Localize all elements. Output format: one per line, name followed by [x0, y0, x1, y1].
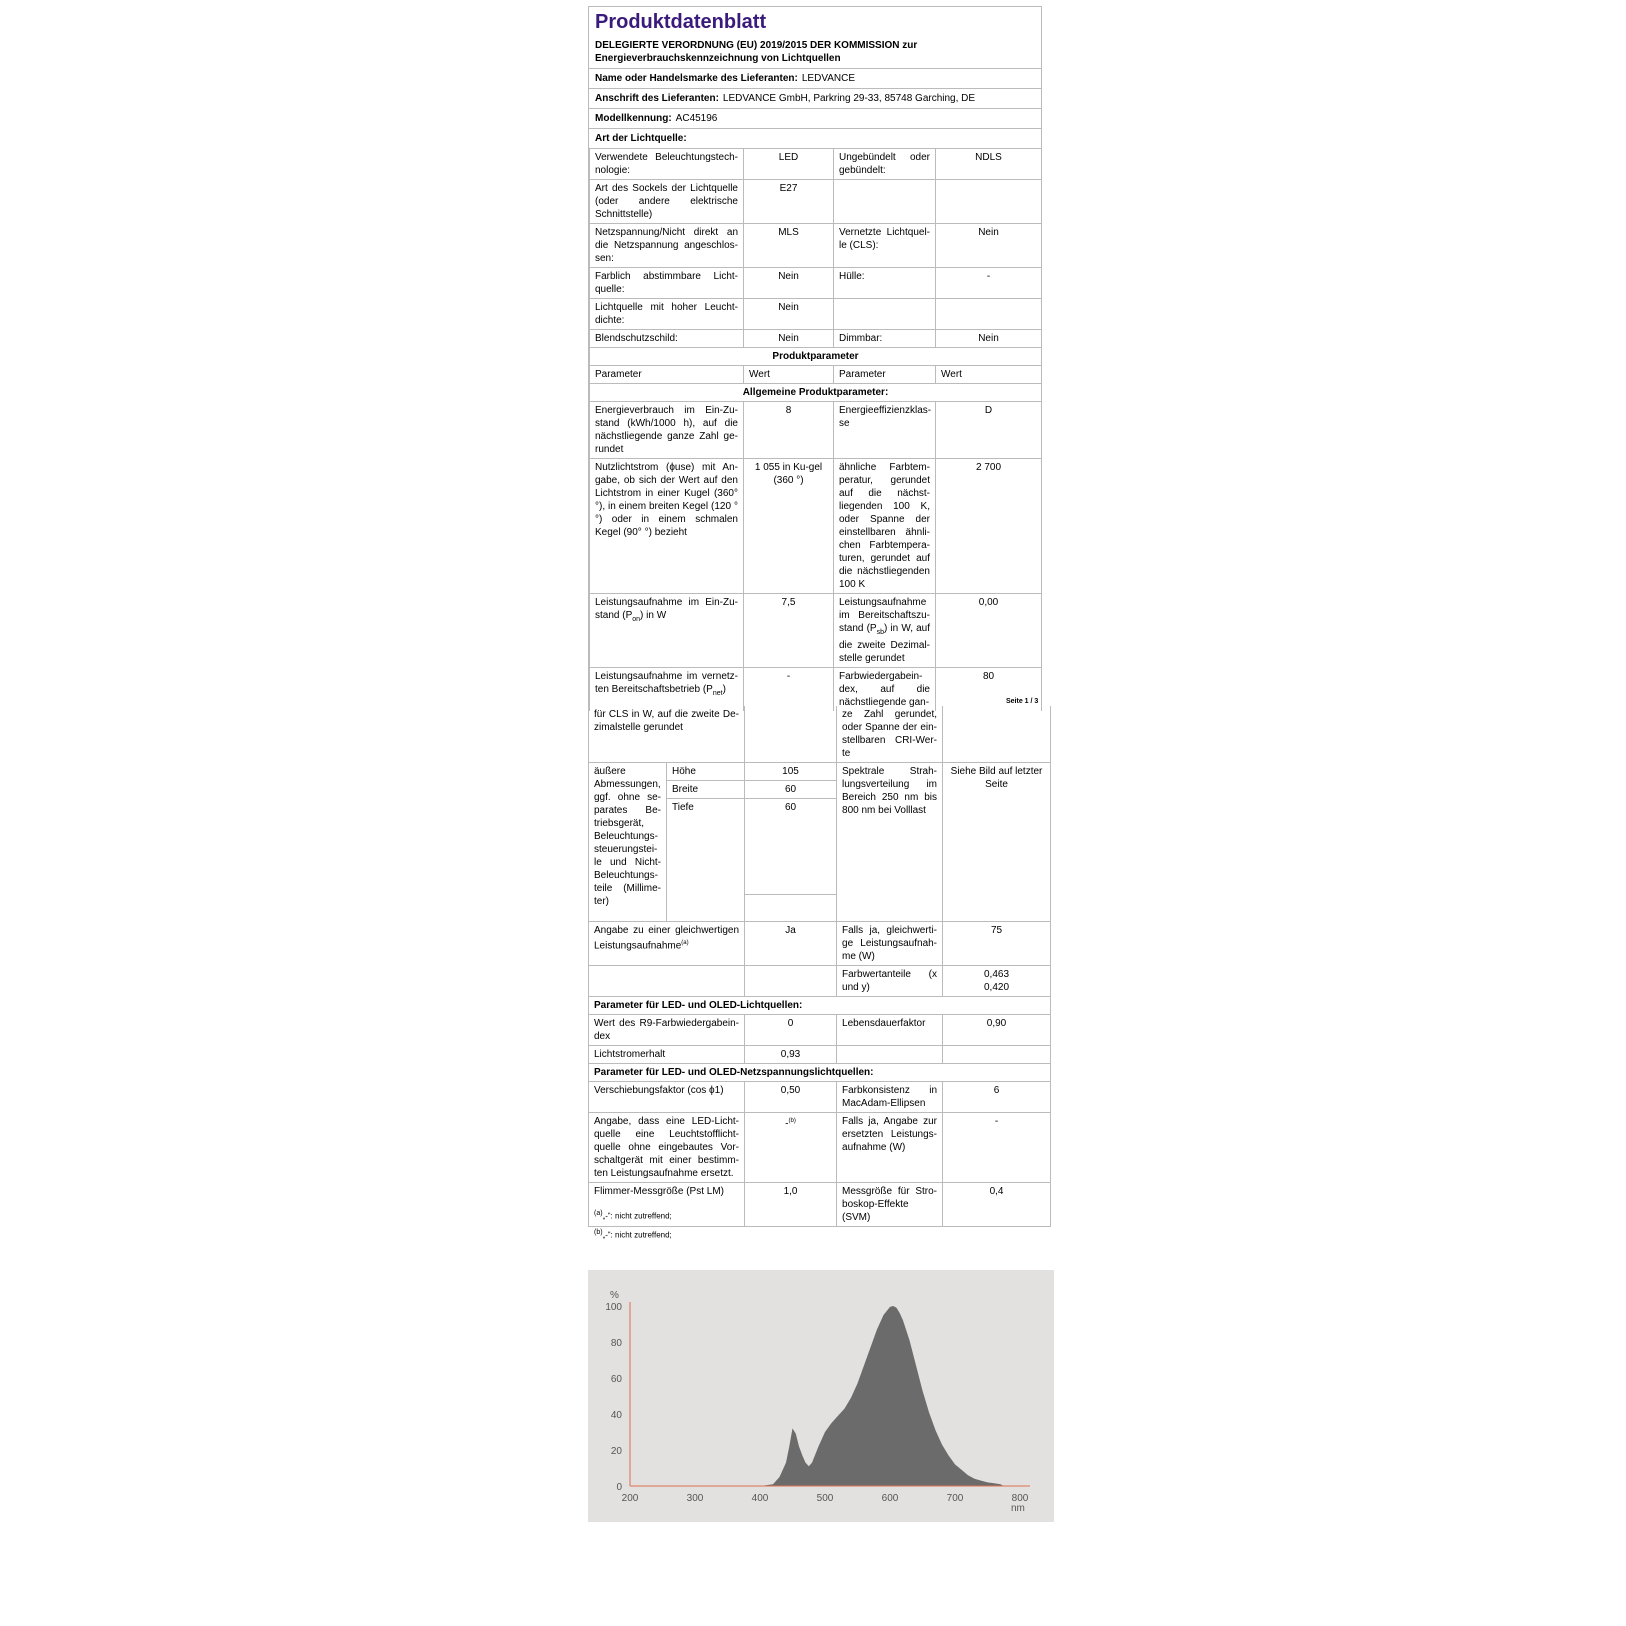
param-value: -$^{(b)}$ — [745, 1113, 837, 1183]
param-value: - — [943, 1113, 1051, 1183]
supplier-value: LEDVANCE — [801, 73, 856, 84]
address-label: Anschrift des Lieferanten: — [595, 93, 719, 104]
param-label: Leistungsaufnahme im Ein-Zu-stand $(P_{on})$ in W — [590, 594, 744, 668]
table-row — [590, 180, 1042, 224]
col-header-param: Parameter — [834, 366, 936, 384]
param-value: Nein — [744, 268, 834, 299]
param-value: 0,93 — [745, 1046, 837, 1064]
param-label: Angabe, dass eine LED-Licht-quelle eine Leuchtstofflicht-quelle ohne eingebautes Vor-schaltgerät mit einer bestimm-ten Leistungsaufnahme ersetzt. — [589, 1113, 745, 1183]
address-row — [589, 88, 1041, 108]
param-value: 6 — [943, 1082, 1051, 1113]
page-number: Seite 1 / 3 — [1006, 698, 1039, 705]
column-header-row — [590, 366, 1042, 384]
section-title: Produktparameter — [590, 348, 1042, 366]
table-row — [589, 1113, 1051, 1183]
col-header-value: Wert — [744, 366, 834, 384]
param-label: Wert des R9-Farbwiedergabein-dex — [589, 1015, 745, 1046]
param-label: Lebensdauerfaktor — [837, 1015, 943, 1046]
param-label: Ungebündelt oder gebündelt: — [834, 149, 936, 180]
param-value: E27 — [744, 180, 834, 224]
model-row — [589, 108, 1041, 128]
y-axis-label: % — [610, 1290, 619, 1301]
spectral-value: Siehe Bild auf letzter Seite — [943, 763, 1051, 922]
param-value: 0,90 — [943, 1015, 1051, 1046]
param-label: Lichtquelle mit hoher Leucht-dichte: — [590, 299, 744, 330]
param-label: Falls ja, gleichwerti-ge Leistungsaufnah-me (W) — [837, 922, 943, 966]
regulation-text: DELEGIERTE VERORDNUNG (EU) 2019/2015 DER KOMMISSION zur Energieverbrauchskennzeichnung von Lichtquellen — [595, 40, 918, 64]
param-value: 0,00 — [936, 594, 1042, 668]
param-label: Farbkonsistenz in MacAdam-Ellipsen — [837, 1082, 943, 1113]
param-label: Falls ja, Angabe zur ersetzten Leistungs-aufnahme (W) — [837, 1113, 943, 1183]
param-label: Farblich abstimmbare Licht-quelle: — [590, 268, 744, 299]
param-value: Nein — [936, 330, 1042, 348]
param-label: Lichtstromerhalt — [589, 1046, 745, 1064]
param-label: Blendschutzschild: — [590, 330, 744, 348]
param-value: 1,0 — [745, 1183, 837, 1227]
param-value: Ja — [745, 922, 837, 966]
param-value: MLS — [744, 224, 834, 268]
param-value: Nein — [936, 224, 1042, 268]
param-value: 75 — [943, 922, 1051, 966]
supplier-row — [589, 68, 1041, 88]
param-value: LED — [744, 149, 834, 180]
section-header-product — [590, 348, 1042, 366]
table-row — [589, 763, 1051, 781]
x-tick-label: 800 — [1011, 1493, 1029, 1504]
section-header-led — [589, 997, 1051, 1015]
footnotes — [594, 1206, 672, 1243]
param-value: 0,463 0,420 — [943, 966, 1051, 997]
table-row — [589, 1046, 1051, 1064]
param-label: Netzspannung/Nicht direkt an die Netzspannung angeschlos-sen: — [590, 224, 744, 268]
param-value: 8 — [744, 402, 834, 459]
section-title: Allgemeine Produktparameter: — [590, 384, 1042, 402]
table-row — [590, 149, 1042, 180]
param-label — [834, 299, 936, 330]
type-label: Art der Lichtquelle: — [589, 128, 1041, 148]
footnote: $^{(b)}$„-“: nicht zutreffend; — [594, 1228, 672, 1240]
table-row — [590, 668, 1042, 712]
x-tick-label: 600 — [881, 1493, 899, 1504]
param-value: 1 055 in Ku-gel (360 °) — [744, 459, 834, 594]
param-value: D — [936, 402, 1042, 459]
param-value: 2 700 — [936, 459, 1042, 594]
y-tick-label: 60 — [610, 1374, 622, 1385]
param-label: ze Zahl gerundet, oder Spanne der ein-stellbaren CRI-Wer-te — [837, 706, 943, 763]
table-row — [590, 299, 1042, 330]
y-tick-label: 0 — [616, 1482, 622, 1493]
section-title: Parameter für LED- und OLED-Lichtquellen: — [589, 997, 1051, 1015]
param-label: Dimmbar: — [834, 330, 936, 348]
param-value — [943, 1046, 1051, 1064]
table-row — [590, 224, 1042, 268]
param-value: 80 — [936, 668, 1042, 712]
depth-value: 60 — [745, 799, 837, 895]
param-label: Leistungsaufnahme im vernetz-ten Bereitschaftsbetrieb $(P_{net})$ — [590, 668, 744, 712]
param-label: Verwendete Beleuchtungstech-nologie: — [590, 149, 744, 180]
table-row — [590, 268, 1042, 299]
col-header-param: Parameter — [590, 366, 744, 384]
param-label: Energieverbrauch im Ein-Zu-stand (kWh/1000 h), auf die nächstliegende ganze Zahl ge-rundet — [590, 402, 744, 459]
supplier-label: Name oder Handelsmarke des Lieferanten: — [595, 73, 798, 84]
datasheet-page-2 — [588, 706, 1050, 1227]
section-header-general — [590, 384, 1042, 402]
datasheet-page-1 — [588, 6, 1042, 711]
param-label: für CLS in W, auf die zweite De-zimalstelle gerundet — [589, 706, 745, 763]
footnote: $^{(a)}$„-“: nicht zutreffend; — [594, 1210, 672, 1221]
y-tick-label: 100 — [605, 1302, 622, 1313]
table-row — [589, 966, 1051, 997]
param-label: Vernetzte Lichtquel-le (CLS): — [834, 224, 936, 268]
param-label: Farbwiedergabein-dex, auf die nächstliegende gan- — [834, 668, 936, 712]
spectrum-area — [630, 1306, 1020, 1486]
table-row — [589, 1082, 1051, 1113]
x-tick-label: 300 — [686, 1493, 704, 1504]
parameters-table-page-2 — [588, 706, 1051, 1227]
param-label: Flimmer-Messgröße (Pst LM) — [589, 1183, 745, 1227]
param-label: Energieeffizienzklas-se — [834, 402, 936, 459]
model-label: Modellkennung: — [595, 113, 672, 124]
height-value: 105 — [745, 763, 837, 781]
section-header-led-mains — [589, 1064, 1051, 1082]
y-tick-label: 20 — [610, 1446, 622, 1457]
param-label: Messgröße für Stro-boskop-Effekte (SVM) — [837, 1183, 943, 1227]
page-title: Produktdatenblatt — [595, 11, 767, 33]
y-tick-label: 40 — [610, 1410, 622, 1421]
width-value: 60 — [745, 781, 837, 799]
param-label — [834, 180, 936, 224]
param-value: - — [744, 668, 834, 712]
param-label: Farbwertanteile (x und y) — [837, 966, 943, 997]
param-value: - — [936, 268, 1042, 299]
depth-label: Tiefe — [667, 799, 745, 922]
param-value — [936, 299, 1042, 330]
param-value: NDLS — [936, 149, 1042, 180]
param-value: 0,50 — [745, 1082, 837, 1113]
height-label: Höhe — [667, 763, 745, 781]
table-row — [589, 922, 1051, 966]
param-label: ähnliche Farbtem-peratur, gerundet auf die nächst-liegenden 100 K, oder Spanne der einstellbaren ähnli-chen Farbtempera-turen, gerundet auf die nächstliegenden 100 K — [834, 459, 936, 594]
param-value — [943, 706, 1051, 763]
y-tick-label: 80 — [610, 1338, 622, 1349]
param-label: Nutzlichtstrom (ϕuse) mit An-gabe, ob sich der Wert auf den Lichtstrom in einer Kugel (360° °), in einem breiten Kegel (120 °°) oder in einem schmalen Kegel (90° °) bezieht — [590, 459, 744, 594]
section-title: Parameter für LED- und OLED-Netzspannungslichtquellen: — [589, 1064, 1051, 1082]
param-value: 0 — [745, 1015, 837, 1046]
x-axis-label: nm — [1011, 1503, 1025, 1514]
table-row — [589, 1015, 1051, 1046]
x-tick-label: 500 — [816, 1493, 834, 1504]
param-label — [837, 1046, 943, 1064]
param-label: Leistungsaufnahme im Bereitschaftszu-stand $(P_{sb})$ in W, auf die zweite Dezimal-stelle gerundet — [834, 594, 936, 668]
model-value: AC45196 — [675, 113, 718, 124]
spectral-label: Spektrale Strah-lungsverteilung im Bereich 250 nm bis 800 nm bei Volllast — [837, 763, 943, 922]
param-value: 7,5 — [744, 594, 834, 668]
table-row — [590, 330, 1042, 348]
col-header-value: Wert — [936, 366, 1042, 384]
param-label: Angabe zu einer gleichwertigen Leistungsaufnahme$^{(a)}$ — [589, 922, 745, 966]
parameters-table-page-1 — [589, 148, 1042, 711]
table-row — [590, 459, 1042, 594]
spectral-distribution-chart — [588, 1270, 1054, 1522]
param-label: Art des Sockels der Lichtquelle (oder andere elektrische Schnittstelle) — [590, 180, 744, 224]
param-value — [745, 706, 837, 763]
chart-svg — [588, 1270, 1054, 1522]
x-tick-label: 400 — [751, 1493, 769, 1504]
param-value: Nein — [744, 330, 834, 348]
param-value: 0,4 — [943, 1183, 1051, 1227]
width-label: Breite — [667, 781, 745, 799]
table-row — [590, 402, 1042, 459]
dimensions-label: äußere Abmessungen, ggf. ohne se-parates Be-triebsgerät, Beleuchtungs-steuerungstei-le und Nicht-Beleuchtungs-teile (Millime-ter) — [589, 763, 667, 922]
table-row — [590, 594, 1042, 668]
param-label: Verschiebungsfaktor (cos ϕ1) — [589, 1082, 745, 1113]
param-value — [936, 180, 1042, 224]
address-value: LEDVANCE GmbH, Parkring 29-33, 85748 Garching, DE — [722, 93, 976, 104]
param-value: Nein — [744, 299, 834, 330]
param-label: Hülle: — [834, 268, 936, 299]
x-tick-label: 200 — [621, 1493, 639, 1504]
x-tick-label: 700 — [946, 1493, 964, 1504]
table-row — [589, 706, 1051, 763]
